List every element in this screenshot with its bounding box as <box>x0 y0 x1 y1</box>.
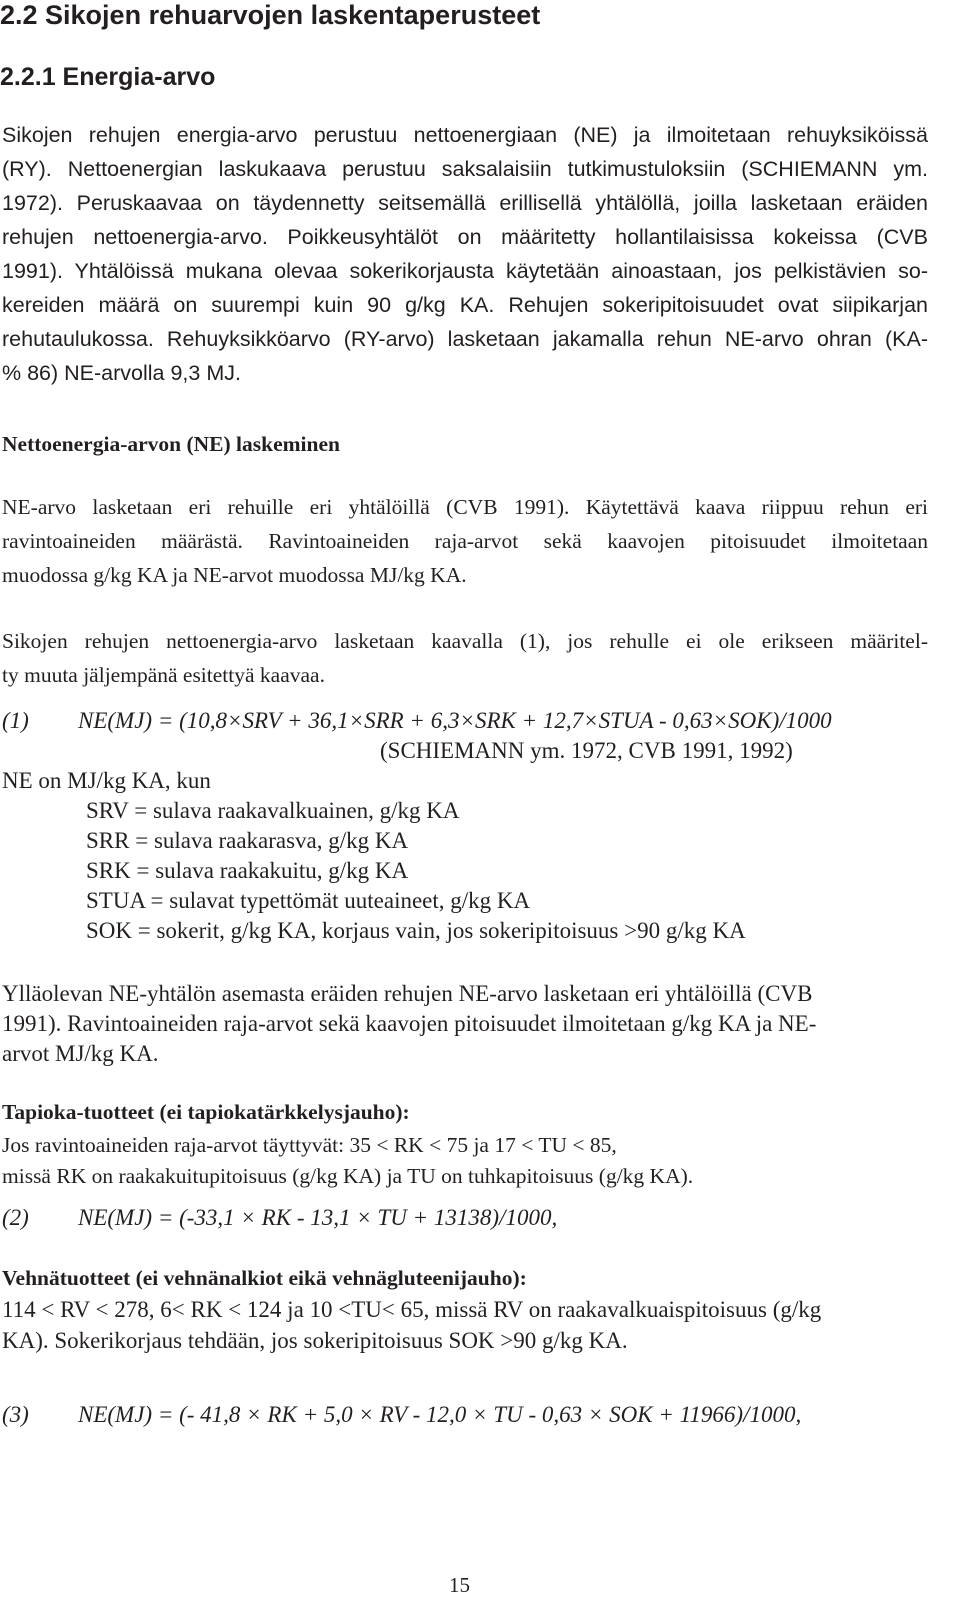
wheat-heading: Vehnätuotteet (ei vehnänalkiot eikä vehnägluteenijauho): <box>2 1266 527 1290</box>
paragraph-line: (RY). Nettoenergian laskukaava perustuu saksalaisiin tutkimustuloksiin (SCHIEMANN ym. <box>2 157 928 181</box>
page-number: 15 <box>449 1573 470 1597</box>
paragraph-line: NE-arvo lasketaan eri rehuille eri yhtälöillä (CVB 1991). Käytettävä kaava riippuu rehun eri <box>2 495 928 519</box>
paragraph-line: Sikojen rehujen energia-arvo perustuu nettoenergiaan (NE) ja ilmoitetaan rehuyksiköissä <box>2 123 928 147</box>
paragraph-line: Jos ravintoaineiden raja-arvot täyttyvät: 35 < RK < 75 ja 17 < TU < 85, <box>2 1133 617 1157</box>
section-title: 2.2 Sikojen rehuarvojen laskentaperusteet <box>0 0 541 30</box>
subsection-title: 2.2.1 Energia-arvo <box>0 63 216 91</box>
definition-item: STUA = sulavat typettömät uuteaineet, g/kg KA <box>86 888 531 913</box>
tapioca-conditions <box>2 1130 693 1192</box>
paragraph-line: rehutaulukossa. Rehuyksikköarvo (RY-arvo) lasketaan jakamalla rehun NE-arvo ohran (KA- <box>2 327 928 351</box>
definition-item: SRK = sulava raakakuitu, g/kg KA <box>86 858 409 883</box>
paragraph-line: KA). Sokerikorjaus tehdään, jos sokeripitoisuus SOK >90 g/kg KA. <box>2 1328 628 1353</box>
paragraph-line: ty muuta jäljempänä esitettyä kaavaa. <box>2 663 325 687</box>
paragraph-line: missä RK on raakakuitupitoisuus (g/kg KA) ja TU on tuhkapitoisuus (g/kg KA). <box>2 1164 694 1188</box>
definition-item: SOK = sokerit, g/kg KA, korjaus vain, jos sokeripitoisuus >90 g/kg KA <box>86 918 746 943</box>
formula-1-equation: NE(MJ) = (10,8×SRV + 36,1×SRR + 6,3×SRK + 12,7×STUA - 0,63×SOK)/1000 <box>78 708 832 733</box>
paragraph-line: 114 < RV < 278, 6< RK < 124 ja 10 <TU< 65, missä RV on raakavalkuaispitoisuus (g/kg <box>2 1297 822 1322</box>
formula-1-number: (1) <box>2 708 29 733</box>
intro-paragraph <box>2 118 928 390</box>
formula-3-number: (3) <box>2 1402 29 1427</box>
paragraph-line: % 86) NE-arvolla 9,3 MJ. <box>2 361 241 385</box>
formula-3-equation: NE(MJ) = (- 41,8 × RK + 5,0 × RV - 12,0 × TU - 0,63 × SOK + 11966)/1000, <box>78 1402 802 1427</box>
paragraph-line: muodossa g/kg KA ja NE-arvot muodossa MJ/kg KA. <box>2 563 467 587</box>
paragraph-line: rehujen nettoenergia-arvo. Poikkeusyhtälöt on määritetty hollantilaisissa kokeissa (CVB <box>2 225 928 249</box>
ne-heading: Nettoenergia-arvon (NE) laskeminen <box>2 432 340 456</box>
definitions-intro: NE on MJ/kg KA, kun <box>2 768 211 793</box>
wheat-conditions <box>2 1294 821 1356</box>
definition-item: SRR = sulava raakarasva, g/kg KA <box>86 828 409 853</box>
ne-paragraph-2 <box>2 624 928 692</box>
alt-paragraph <box>2 979 902 1069</box>
paragraph-line: 1991). Yhtälöissä mukana olevaa sokerikorjausta käytetään ainoastaan, jos pelkistävien so- <box>2 259 928 283</box>
paragraph-line: 1972). Peruskaavaa on täydennetty seitsemällä erillisellä yhtälöllä, joilla lasketaan eräiden <box>2 191 928 215</box>
paragraph-line: arvot MJ/kg KA. <box>2 1041 159 1066</box>
paragraph-line: Sikojen rehujen nettoenergia-arvo lasketaan kaavalla (1), jos rehulle ei ole erikseen määritel- <box>2 629 928 653</box>
paragraph-line: Ylläolevan NE-yhtälön asemasta eräiden rehujen NE-arvo lasketaan eri yhtälöillä (CVB <box>2 981 813 1006</box>
ne-paragraph-1 <box>2 490 928 592</box>
definition-item: SRV = sulava raakavalkuainen, g/kg KA <box>86 798 460 823</box>
tapioca-heading: Tapioka-tuotteet (ei tapiokatärkkelysjauho): <box>2 1100 410 1124</box>
paragraph-line: kereiden määrä on suurempi kuin 90 g/kg KA. Rehujen sokeripitoisuudet ovat siipikarjan <box>2 293 928 317</box>
paragraph-line: ravintoaineiden määrästä. Ravintoaineiden raja-arvot sekä kaavojen pitoisuudet ilmoitetaan <box>2 529 928 553</box>
formula-2-number: (2) <box>2 1205 29 1230</box>
paragraph-line: 1991). Ravintoaineiden raja-arvot sekä kaavojen pitoisuudet ilmoitetaan g/kg KA ja NE- <box>2 1011 817 1036</box>
formula-1-source: (SCHIEMANN ym. 1972, CVB 1991, 1992) <box>380 738 793 763</box>
formula-2-equation: NE(MJ) = (-33,1 × RK - 13,1 × TU + 13138)/1000, <box>78 1205 558 1230</box>
